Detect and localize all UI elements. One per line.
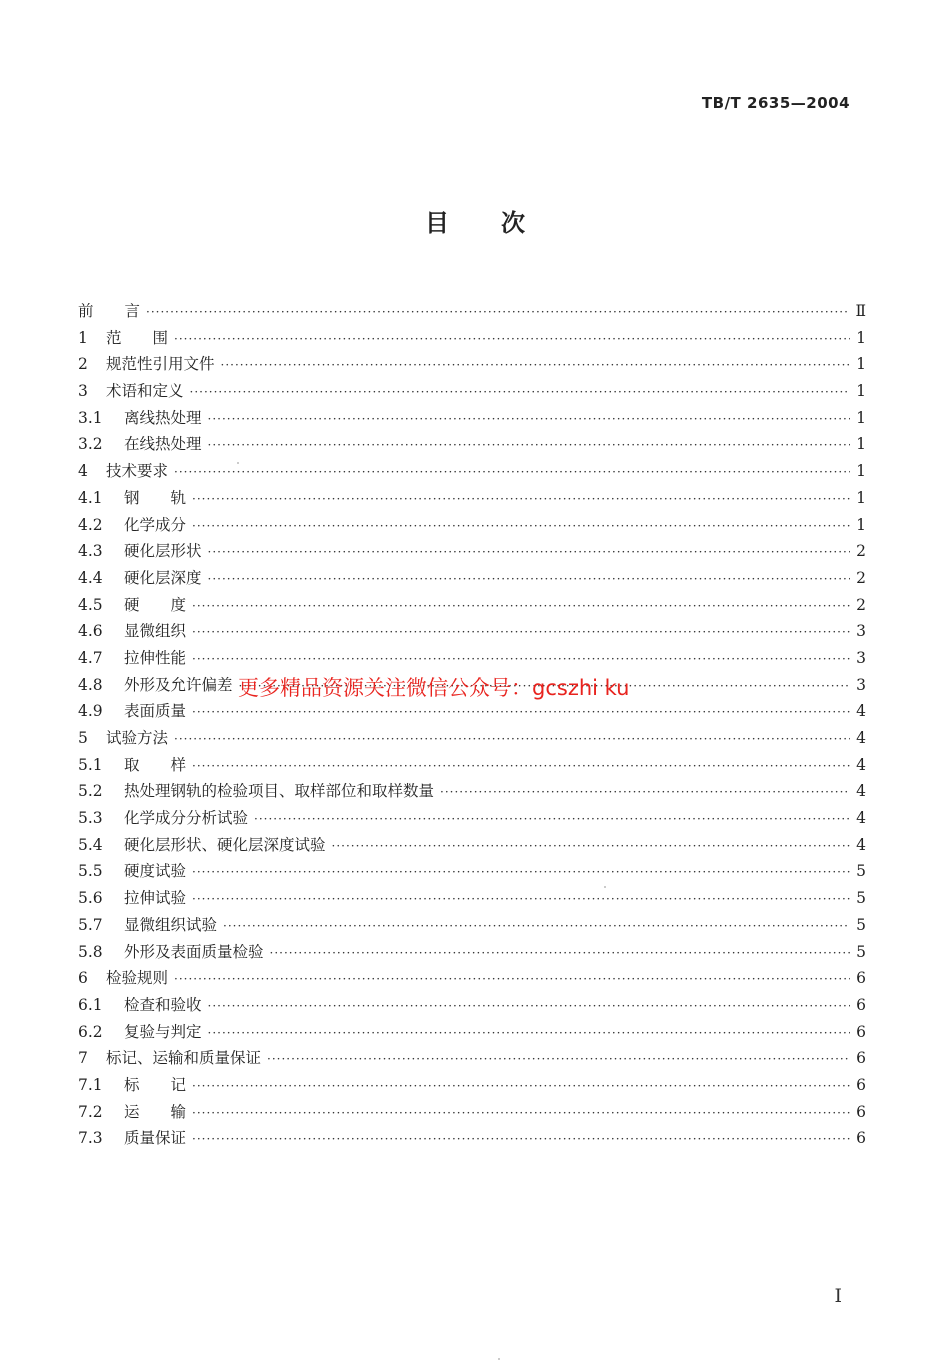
scan-speck bbox=[237, 462, 239, 464]
toc-entry[interactable] bbox=[78, 298, 866, 325]
toc-entry-page: 6 bbox=[856, 1049, 866, 1068]
toc-entry-label: 复验与判定 bbox=[124, 1022, 202, 1041]
toc-entry-number: 4.7 bbox=[78, 648, 103, 667]
toc-leader-dots bbox=[192, 699, 850, 726]
toc-leader-dots bbox=[223, 913, 850, 940]
page-title: 目次 bbox=[425, 209, 577, 237]
toc-leader-dots bbox=[208, 432, 850, 459]
toc-entry-number: 3 bbox=[78, 382, 88, 401]
toc-entry-label: 拉伸性能 bbox=[124, 648, 187, 667]
toc-entry-number: 5.8 bbox=[78, 942, 103, 961]
toc-entry-number: 5.7 bbox=[78, 915, 103, 934]
toc-entry-page: 5 bbox=[856, 889, 866, 908]
toc-entry[interactable] bbox=[78, 805, 866, 832]
toc-entry-number: 4.6 bbox=[78, 622, 103, 641]
toc-leader-dots bbox=[192, 646, 850, 673]
toc-entry-page: 4 bbox=[856, 729, 866, 747]
toc-entry[interactable] bbox=[78, 885, 866, 912]
toc-entry[interactable] bbox=[78, 1045, 866, 1072]
toc-entry[interactable] bbox=[78, 512, 866, 539]
toc-entry-number: 6.2 bbox=[78, 1022, 103, 1041]
toc-entry-number: 4.1 bbox=[78, 488, 103, 507]
toc-entry-number: 7.3 bbox=[78, 1129, 103, 1148]
toc-entry-page: 3 bbox=[856, 622, 866, 641]
toc-entry-number: 5.6 bbox=[78, 889, 103, 908]
toc-entry-number: 7 bbox=[78, 1049, 88, 1068]
toc-entry[interactable] bbox=[78, 1072, 866, 1099]
toc-entry-page: 4 bbox=[856, 782, 866, 801]
toc-entry[interactable] bbox=[78, 1099, 866, 1126]
toc-entry-page: Ⅱ bbox=[855, 302, 866, 320]
toc-entry[interactable] bbox=[78, 458, 866, 485]
standard-code: TB/T 2635—2004 bbox=[701, 94, 850, 112]
toc-entry-number: 4.5 bbox=[78, 595, 103, 614]
toc-entry-label: 在线热处理 bbox=[124, 435, 202, 454]
toc-entry-label: 表面质量 bbox=[124, 702, 187, 721]
toc-entry-label: 范 围 bbox=[106, 328, 169, 347]
toc-leader-dots bbox=[174, 966, 850, 993]
toc-entry-page: 5 bbox=[856, 915, 866, 934]
toc-entry[interactable] bbox=[78, 351, 866, 378]
toc-entry-label: 技术要求 bbox=[106, 462, 169, 481]
toc-leader-dots bbox=[267, 1046, 850, 1073]
toc-entry-label: 显微组织 bbox=[124, 622, 187, 641]
toc-entry-number: 7.1 bbox=[78, 1075, 103, 1094]
toc-leader-dots bbox=[192, 619, 850, 646]
toc-entry-label: 拉伸试验 bbox=[124, 889, 187, 908]
toc-leader-dots bbox=[270, 940, 850, 967]
toc-entry-page: 5 bbox=[856, 862, 866, 881]
toc-entry-page: 6 bbox=[856, 995, 866, 1014]
toc-entry-label: 硬度试验 bbox=[124, 862, 187, 881]
toc-entry-label: 钢 轨 bbox=[124, 488, 187, 507]
toc-leader-dots bbox=[208, 566, 850, 593]
toc-entry[interactable] bbox=[78, 939, 866, 966]
toc-entry[interactable] bbox=[78, 725, 866, 752]
toc-entry-label: 标 记 bbox=[124, 1075, 187, 1094]
toc-entry-page: 4 bbox=[856, 835, 866, 854]
toc-entry-number: 4.2 bbox=[78, 515, 103, 534]
toc-entry-page: 6 bbox=[856, 969, 866, 988]
toc-entry-page: 1 bbox=[856, 435, 866, 454]
table-of-contents bbox=[78, 298, 866, 1152]
toc-entry-label: 离线热处理 bbox=[124, 408, 202, 427]
toc-entry-label: 取 样 bbox=[124, 755, 187, 774]
toc-entry-page: 6 bbox=[856, 1075, 866, 1094]
toc-entry-page: 2 bbox=[856, 568, 866, 587]
toc-leader-dots bbox=[192, 859, 850, 886]
toc-entry-label: 硬化层形状、硬化层深度试验 bbox=[124, 835, 326, 854]
page-number: I bbox=[834, 1285, 842, 1307]
toc-leader-dots bbox=[190, 379, 850, 406]
toc-entry-page: 1 bbox=[856, 408, 866, 427]
toc-entry-number: 6.1 bbox=[78, 995, 103, 1014]
toc-entry-page: 1 bbox=[856, 515, 866, 534]
toc-entry-number: 6 bbox=[78, 969, 88, 988]
toc-entry[interactable] bbox=[78, 832, 866, 859]
toc-leader-dots bbox=[208, 1020, 850, 1047]
toc-entry-number: 5.2 bbox=[78, 782, 103, 801]
toc-leader-dots bbox=[192, 513, 850, 540]
toc-entry-label: 硬化层深度 bbox=[124, 568, 202, 587]
toc-entry[interactable] bbox=[78, 992, 866, 1019]
scan-speck bbox=[498, 1358, 500, 1360]
toc-entry[interactable] bbox=[78, 565, 866, 592]
toc-entry-page: 4 bbox=[856, 755, 866, 774]
toc-entry[interactable] bbox=[78, 431, 866, 458]
toc-entry[interactable] bbox=[78, 1125, 866, 1152]
toc-entry-label: 标记、运输和质量保证 bbox=[106, 1049, 262, 1068]
toc-entry-page: 6 bbox=[856, 1022, 866, 1041]
toc-entry-number: 3.1 bbox=[78, 408, 103, 427]
toc-entry-page: 2 bbox=[856, 595, 866, 614]
toc-entry[interactable] bbox=[78, 592, 866, 619]
toc-entry-page: 1 bbox=[856, 328, 866, 347]
toc-entry[interactable] bbox=[78, 752, 866, 779]
toc-entry-label: 质量保证 bbox=[124, 1129, 187, 1148]
toc-entry[interactable] bbox=[78, 645, 866, 672]
toc-entry-label: 化学成分分析试验 bbox=[124, 809, 249, 828]
toc-entry-label: 化学成分 bbox=[124, 515, 187, 534]
toc-entry-number: 1 bbox=[78, 328, 88, 347]
toc-entry-page: 2 bbox=[856, 542, 866, 561]
toc-entry-label: 硬 度 bbox=[124, 595, 187, 614]
toc-entry-number: 4.3 bbox=[78, 542, 103, 561]
toc-leader-dots bbox=[208, 539, 850, 566]
toc-entry-label: 运 输 bbox=[124, 1102, 187, 1121]
toc-leader-dots bbox=[192, 1100, 850, 1127]
toc-entry-page: 3 bbox=[856, 648, 866, 667]
toc-entry[interactable] bbox=[78, 965, 866, 992]
toc-leader-dots bbox=[174, 459, 850, 486]
toc-leader-dots bbox=[192, 1126, 850, 1153]
toc-entry-label: 试验方法 bbox=[106, 729, 169, 747]
toc-leader-dots bbox=[221, 352, 850, 379]
toc-entry[interactable] bbox=[78, 698, 866, 725]
toc-leader-dots bbox=[440, 779, 850, 806]
toc-leader-dots bbox=[192, 1073, 850, 1100]
toc-entry[interactable] bbox=[78, 618, 866, 645]
toc-leader-dots bbox=[146, 299, 849, 326]
toc-entry-page: 1 bbox=[856, 462, 866, 481]
toc-leader-dots bbox=[174, 326, 850, 353]
toc-leader-dots bbox=[208, 406, 850, 433]
toc-leader-dots bbox=[192, 886, 850, 913]
toc-entry-number: 7.2 bbox=[78, 1102, 103, 1121]
toc-leader-dots bbox=[254, 806, 850, 833]
toc-entry-page: 5 bbox=[856, 942, 866, 961]
toc-leader-dots bbox=[192, 593, 850, 620]
toc-entry-number: 5.4 bbox=[78, 835, 103, 854]
toc-leader-dots bbox=[192, 753, 850, 780]
toc-entry-label: 硬化层形状 bbox=[124, 542, 202, 561]
toc-entry-number: 5 bbox=[78, 729, 88, 747]
toc-entry-page: 4 bbox=[856, 702, 866, 721]
watermark-text: 更多精品资源关注微信公众号：gcszhi ku bbox=[238, 676, 630, 700]
toc-entry-number: 5.1 bbox=[78, 755, 103, 774]
toc-entry[interactable] bbox=[78, 538, 866, 565]
toc-entry-label: 检查和验收 bbox=[124, 995, 202, 1014]
toc-entry-label: 检验规则 bbox=[106, 969, 169, 988]
toc-entry-page: 1 bbox=[856, 382, 866, 401]
toc-entry-label: 规范性引用文件 bbox=[106, 355, 215, 374]
toc-leader-dots bbox=[192, 486, 850, 513]
toc-entry-number: 4 bbox=[78, 462, 88, 481]
toc-entry[interactable] bbox=[78, 858, 866, 885]
toc-entry[interactable] bbox=[78, 485, 866, 512]
toc-entry-number: 4.8 bbox=[78, 675, 103, 694]
toc-entry-number: 5.5 bbox=[78, 862, 103, 881]
toc-entry-page: 1 bbox=[856, 355, 866, 374]
toc-entry[interactable] bbox=[78, 1019, 866, 1046]
toc-entry-number: 3.2 bbox=[78, 435, 103, 454]
toc-entry-number: 4.9 bbox=[78, 702, 103, 721]
toc-entry-page: 1 bbox=[856, 488, 866, 507]
scan-speck bbox=[604, 886, 606, 888]
toc-entry-number: 5.3 bbox=[78, 809, 103, 828]
toc-entry-label: 显微组织试验 bbox=[124, 915, 218, 934]
toc-entry-label: 前 言 bbox=[78, 302, 141, 320]
toc-entry-label: 热处理钢轨的检验项目、取样部位和取样数量 bbox=[124, 782, 435, 801]
toc-entry-page: 6 bbox=[856, 1129, 866, 1148]
toc-entry-page: 4 bbox=[856, 809, 866, 828]
toc-entry-number: 2 bbox=[78, 355, 88, 374]
toc-leader-dots bbox=[208, 993, 850, 1020]
toc-entry[interactable] bbox=[78, 405, 866, 432]
toc-leader-dots bbox=[174, 726, 850, 753]
toc-entry-label: 术语和定义 bbox=[106, 382, 184, 401]
toc-entry-number: 4.4 bbox=[78, 568, 103, 587]
toc-leader-dots bbox=[332, 833, 850, 860]
toc-entry[interactable] bbox=[78, 378, 866, 405]
toc-entry[interactable] bbox=[78, 325, 866, 352]
toc-entry-page: 3 bbox=[856, 675, 866, 694]
toc-entry-label: 外形及表面质量检验 bbox=[124, 942, 264, 961]
toc-entry[interactable] bbox=[78, 912, 866, 939]
toc-entry-label: 外形及允许偏差 bbox=[124, 675, 233, 694]
toc-entry-page: 6 bbox=[856, 1102, 866, 1121]
toc-entry[interactable] bbox=[78, 778, 866, 805]
